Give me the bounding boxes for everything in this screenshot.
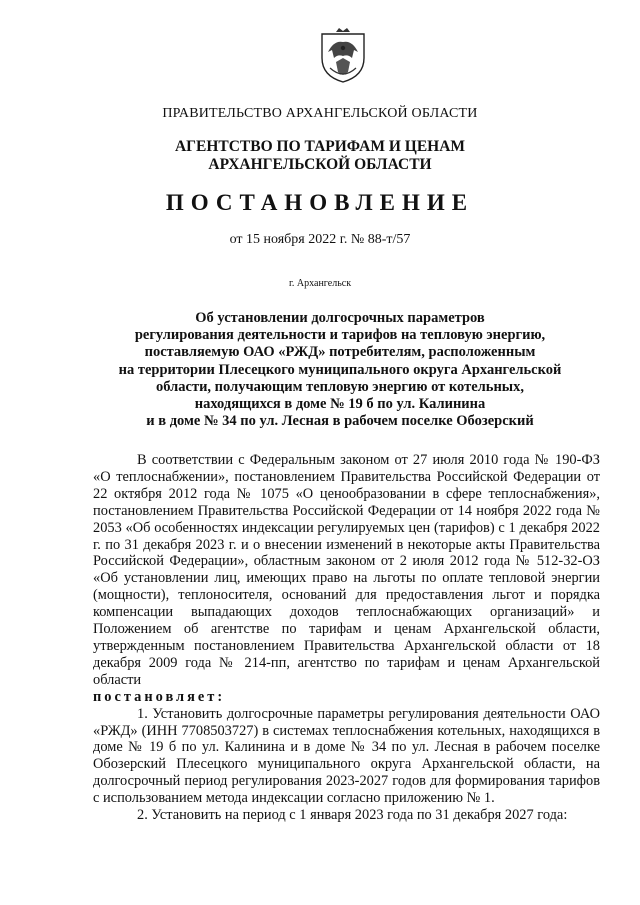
government-name: ПРАВИТЕЛЬСТВО АРХАНГЕЛЬСКОЙ ОБЛАСТИ	[162, 106, 478, 121]
agency-name-line1: АГЕНТСТВО ПО ТАРИФАМ И ЦЕНАМ	[174, 138, 466, 155]
date-and-number: от 15 ноября 2022 г. № 88-т/57	[229, 232, 411, 247]
document-type-title: ПОСТАНОВЛЕНИЕ	[165, 190, 475, 215]
agency-name-line2: АРХАНГЕЛЬСКОЙ ОБЛАСТИ	[208, 156, 432, 173]
subject-line: находящихся в доме № 19 б по ул. Калинина	[194, 396, 486, 413]
item-1-paragraph: 1. Установить долгосрочные параметры регулирования деятельности ОАО «РЖД» (ИНН 7708503727) в системах теплоснабжения котельных, находящихся в доме № 19 б по ул. Калинина и в доме № 34 по ул. Лесная в рабочем поселке Обозерский Плесецкого муниципального округа Архангельской области, на долгосрочный период регулирования 2023-2027 годов для формирования тарифов с использованием метода индексации согласно приложению № 1.	[93, 705, 600, 807]
document-body	[93, 452, 600, 824]
document-subject	[90, 310, 590, 430]
item-2-paragraph: 2. Установить на период с 1 января 2023 года по 31 декабря 2027 года:	[137, 807, 568, 824]
coat-of-arms-emblem	[318, 28, 368, 84]
subject-line: на территории Плесецкого муниципального округа Архангельской	[118, 361, 562, 378]
preamble-paragraph: В соответствии с Федеральным законом от 27 июля 2010 года № 190-ФЗ «О теплоснабжении», постановлением Правительства Российской Федерации от 22 октября 2012 года № 1075 «О ценообразовании в сфере теплоснабжения», постановлением Правительства Российской Федерации от 14 ноября 2022 года № 2053 «Об особенностях индексации регулируемых цен (тарифов) с 1 декабря 2022 г. по 31 декабря 2023 г. и о внесении изменений в некоторые акты Правительства Российской Федерации», областным законом от 2 июля 2012 года № 512-32-ОЗ «Об установлении лиц, имеющих право на льготы по оплате тепловой энергии (мощности), теплоносителя, оснований для предоставления льгот и порядка компенсации выпадающих доходов теплоснабжающих организаций» и Положением об агентстве по тарифам и ценам Архангельской области, утвержденным постановлением Правительства Архангельской области от 18 декабря 2009 года № 214-пп, агентство по тарифам и ценам Архангельской области	[93, 452, 600, 688]
subject-line: и в доме № 34 по ул. Лесная в рабочем поселке Обозерский	[146, 413, 534, 430]
subject-line: области, получающим тепловую энергию от котельных,	[155, 378, 525, 395]
city-name: г. Архангельск	[288, 278, 352, 289]
agency-name	[60, 138, 580, 174]
subject-line: регулирования деятельности и тарифов на тепловую энергию,	[134, 327, 546, 344]
subject-line: Об установлении долгосрочных параметров	[195, 310, 485, 326]
resolve-word: постановляет:	[93, 688, 226, 705]
subject-line: поставляемую ОАО «РЖД» потребителям, расположенным	[144, 344, 536, 361]
